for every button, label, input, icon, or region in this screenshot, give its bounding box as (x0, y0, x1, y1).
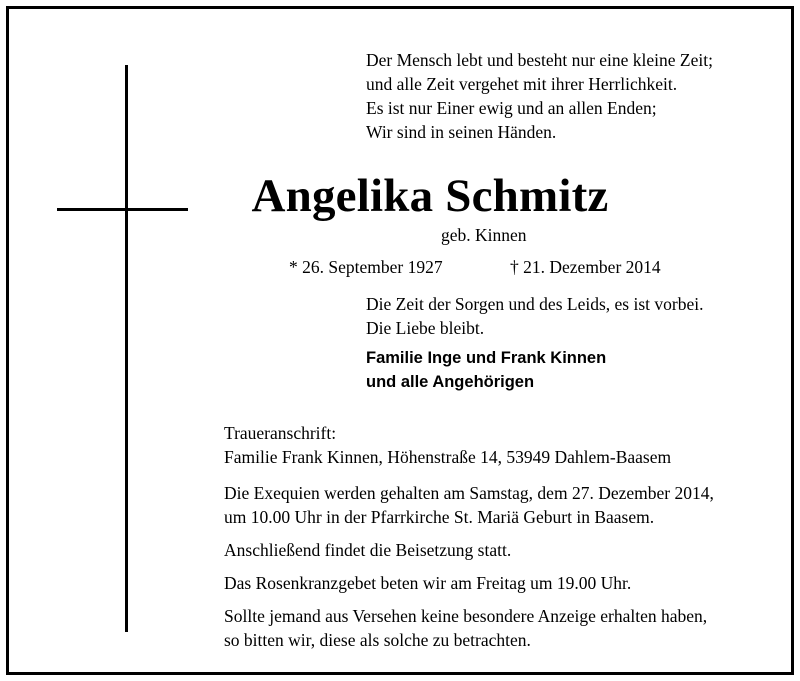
quote-line: Die Liebe bleibt. (366, 318, 485, 338)
poem-line: Der Mensch lebt und besteht nur eine kleine Zeit; (366, 50, 713, 70)
poem (366, 48, 713, 144)
notice-line: so bitten wir, diese als solche zu betrachten. (224, 630, 531, 650)
family-line: und alle Angehörigen (366, 373, 535, 391)
poem-line: und alle Zeit vergehet mit ihrer Herrlichkeit. (366, 74, 678, 94)
obituary-frame (6, 6, 794, 675)
exequies-line: Die Exequien werden gehalten am Samstag, dem 27. Dezember 2014, (224, 483, 714, 503)
birth-date: * 26. September 1927 (289, 257, 443, 277)
exequies-line: um 10.00 Uhr in der Pfarrkirche St. Mariä Geburt in Baasem. (224, 507, 655, 527)
rosary-line: Das Rosenkranzgebet beten wir am Freitag um 19.00 Uhr. (224, 573, 632, 593)
family-signature (366, 346, 606, 394)
cross-vertical-bar (125, 65, 128, 632)
poem-line: Wir sind in seinen Händen. (366, 122, 557, 142)
mourning-address (224, 421, 671, 469)
quote-line: Die Zeit der Sorgen und des Leids, es ist vorbei. (366, 294, 704, 314)
birth-name: geb. Kinnen (441, 225, 527, 245)
deceased-name: Angelika Schmitz (251, 170, 609, 222)
burial-line: Anschließend findet die Beisetzung statt. (224, 540, 512, 560)
address-value: Familie Frank Kinnen, Höhenstraße 14, 53949 Dahlem-Baasem (224, 447, 672, 467)
quote (366, 292, 703, 340)
family-line: Familie Inge und Frank Kinnen (366, 349, 607, 367)
address-label: Traueranschrift: (224, 423, 337, 443)
service-details (224, 481, 714, 652)
notice-line: Sollte jemand aus Versehen keine besondere Anzeige erhalten haben, (224, 606, 708, 626)
death-date: † 21. Dezember 2014 (510, 257, 661, 277)
poem-line: Es ist nur Einer ewig und an allen Enden; (366, 98, 657, 118)
